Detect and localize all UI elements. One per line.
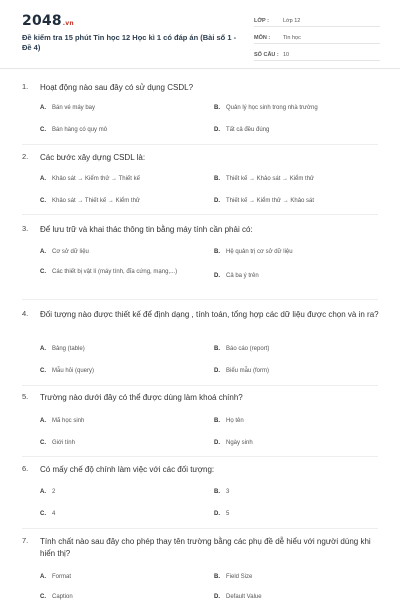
question-number: 3. (22, 224, 29, 233)
question-divider (22, 528, 378, 529)
option-text: Họ tên (226, 418, 244, 424)
option-text: Bán hàng có quy mô (52, 127, 108, 133)
option-b[interactable] (214, 248, 293, 256)
option-text: Hệ quản trị cơ sở dữ liệu (226, 249, 293, 255)
option-letter: A. (40, 249, 46, 255)
option-b[interactable] (214, 573, 252, 581)
option-c[interactable] (40, 367, 94, 375)
option-letter: D. (214, 440, 220, 446)
option-letter: A. (40, 574, 46, 580)
option-text: 2 (52, 489, 56, 495)
exam-title: Đề kiểm tra 15 phút Tin học 12 Học kì 1 có đáp án (Bài số 1 - Đề 4) (22, 33, 237, 52)
question-text: Các bước xây dựng CSDL là: (40, 153, 146, 162)
option-c[interactable] (40, 439, 75, 447)
option-a[interactable] (40, 488, 55, 496)
option-text: Ngày sinh (226, 440, 253, 446)
option-letter: D. (214, 127, 220, 133)
option-text: Các thiết bị vật lí (máy tính, đĩa cứng, mạng,...) (52, 269, 178, 275)
option-c[interactable] (40, 126, 107, 134)
option-a[interactable] (40, 175, 140, 183)
option-text: Bán vé máy bay (52, 105, 96, 111)
option-letter: D. (214, 198, 220, 204)
option-text: Thiết kế → Khảo sát → Kiểm thử (226, 176, 315, 182)
option-c[interactable] (40, 510, 55, 518)
logo-suffix: .vn (62, 20, 74, 27)
header-divider (0, 68, 400, 69)
option-b[interactable] (214, 175, 314, 183)
option-letter: B. (214, 489, 220, 495)
option-letter: A. (40, 489, 46, 495)
option-text: Quản lý học sinh trong nhà trường (226, 105, 318, 111)
question-divider (22, 214, 378, 215)
option-letter: C. (40, 440, 46, 446)
option-text: 5 (226, 511, 230, 517)
option-c[interactable] (40, 197, 140, 205)
option-text: Báo cáo (report) (226, 346, 270, 352)
option-a[interactable] (40, 573, 71, 581)
option-text: Thiết kế → Kiểm thử → Khảo sát (226, 198, 315, 204)
option-letter: D. (214, 511, 220, 517)
question-divider (22, 299, 378, 300)
question-text: Hoạt động nào sau đây có sử dụng CSDL? (40, 83, 194, 92)
header (0, 0, 400, 66)
option-d[interactable] (214, 510, 229, 518)
question-text: Trường nào dưới đây có thể được dùng làm khoá chính? (40, 393, 243, 402)
option-letter: B. (214, 176, 220, 182)
option-text: Caption (52, 594, 73, 600)
option-text: Biểu mẫu (form) (226, 368, 270, 374)
option-letter: A. (40, 418, 46, 424)
option-text: Giới tính (52, 440, 75, 446)
question-text: Đối tượng nào được thiết kế để định dạng , tính toán, tổng hợp các dữ liệu được chọn và in ra? (40, 310, 379, 319)
option-b[interactable] (214, 104, 318, 112)
option-letter: C. (40, 269, 46, 275)
meta-subject-label: MÔN : (254, 35, 271, 41)
meta-class-label: LỚP : (254, 18, 269, 24)
question-number: 2. (22, 152, 29, 161)
option-letter: D. (214, 368, 220, 374)
option-b[interactable] (214, 417, 244, 425)
option-letter: D. (214, 594, 220, 600)
option-letter: C. (40, 198, 46, 204)
option-b[interactable] (214, 488, 229, 496)
option-letter: A. (40, 346, 46, 352)
option-a[interactable] (40, 104, 95, 112)
option-text: Mã học sinh (52, 418, 85, 424)
option-text: Default Value (226, 594, 262, 600)
option-letter: C. (40, 511, 46, 517)
option-letter: C. (40, 368, 46, 374)
meta-count (254, 47, 380, 61)
option-a[interactable] (40, 345, 85, 353)
option-letter: D. (214, 273, 220, 279)
option-text: 3 (226, 489, 230, 495)
meta-subject-value: Tin học (283, 35, 301, 41)
question-number: 6. (22, 464, 29, 473)
meta-count-label: SỐ CÂU : (254, 52, 279, 58)
option-letter: A. (40, 105, 46, 111)
option-c[interactable] (40, 268, 192, 276)
meta-class (254, 13, 380, 27)
option-text: 4 (52, 511, 56, 517)
option-letter: B. (214, 249, 220, 255)
exam-meta (254, 13, 380, 64)
option-d[interactable] (214, 197, 314, 205)
meta-class-value: Lớp 12 (283, 18, 301, 24)
option-a[interactable] (40, 248, 89, 256)
option-letter: B. (214, 346, 220, 352)
option-letter: C. (40, 594, 46, 600)
question-number: 7. (22, 536, 29, 545)
question-number: 4. (22, 309, 29, 318)
option-text: Cơ sở dữ liệu (52, 249, 89, 255)
option-text: Cả ba ý trên (226, 273, 259, 279)
question-text: Để lưu trữ và khai thác thông tin bằng máy tính cần phải có: (40, 225, 253, 234)
question-text: Tính chất nào sau đây cho phép thay tên trường bằng các phụ đề dễ hiểu với người dùng khi hiển thị? (40, 537, 371, 558)
meta-subject (254, 30, 380, 44)
option-a[interactable] (40, 417, 84, 425)
meta-count-value: 10 (283, 52, 290, 58)
option-b[interactable] (214, 345, 269, 353)
option-letter: B. (214, 105, 220, 111)
site-logo[interactable] (22, 13, 74, 29)
question-divider (22, 385, 378, 386)
option-d[interactable] (214, 367, 269, 375)
option-d[interactable] (214, 272, 259, 280)
option-text: Mẫu hỏi (query) (52, 368, 95, 374)
option-d[interactable] (214, 439, 253, 447)
option-text: Khảo sát → Thiết kế → Kiểm thử (52, 198, 140, 204)
option-letter: A. (40, 176, 46, 182)
option-text: Tất cả đều đúng (226, 127, 270, 133)
question-divider (22, 456, 378, 457)
question-number: 1. (22, 82, 29, 91)
option-text: Format (52, 574, 72, 580)
option-letter: C. (40, 127, 46, 133)
option-letter: B. (214, 418, 220, 424)
option-d[interactable] (214, 126, 269, 134)
option-text: Khảo sát → Kiểm thử → Thiết kế (52, 176, 140, 182)
question-number: 5. (22, 392, 29, 401)
logo-text: 2048 (22, 13, 62, 29)
question-divider (22, 144, 378, 145)
option-text: Field Size (226, 574, 253, 580)
question-text: Có mấy chế độ chính làm việc với các đối tượng: (40, 465, 215, 474)
option-text: Bảng (table) (52, 346, 85, 352)
option-letter: B. (214, 574, 220, 580)
